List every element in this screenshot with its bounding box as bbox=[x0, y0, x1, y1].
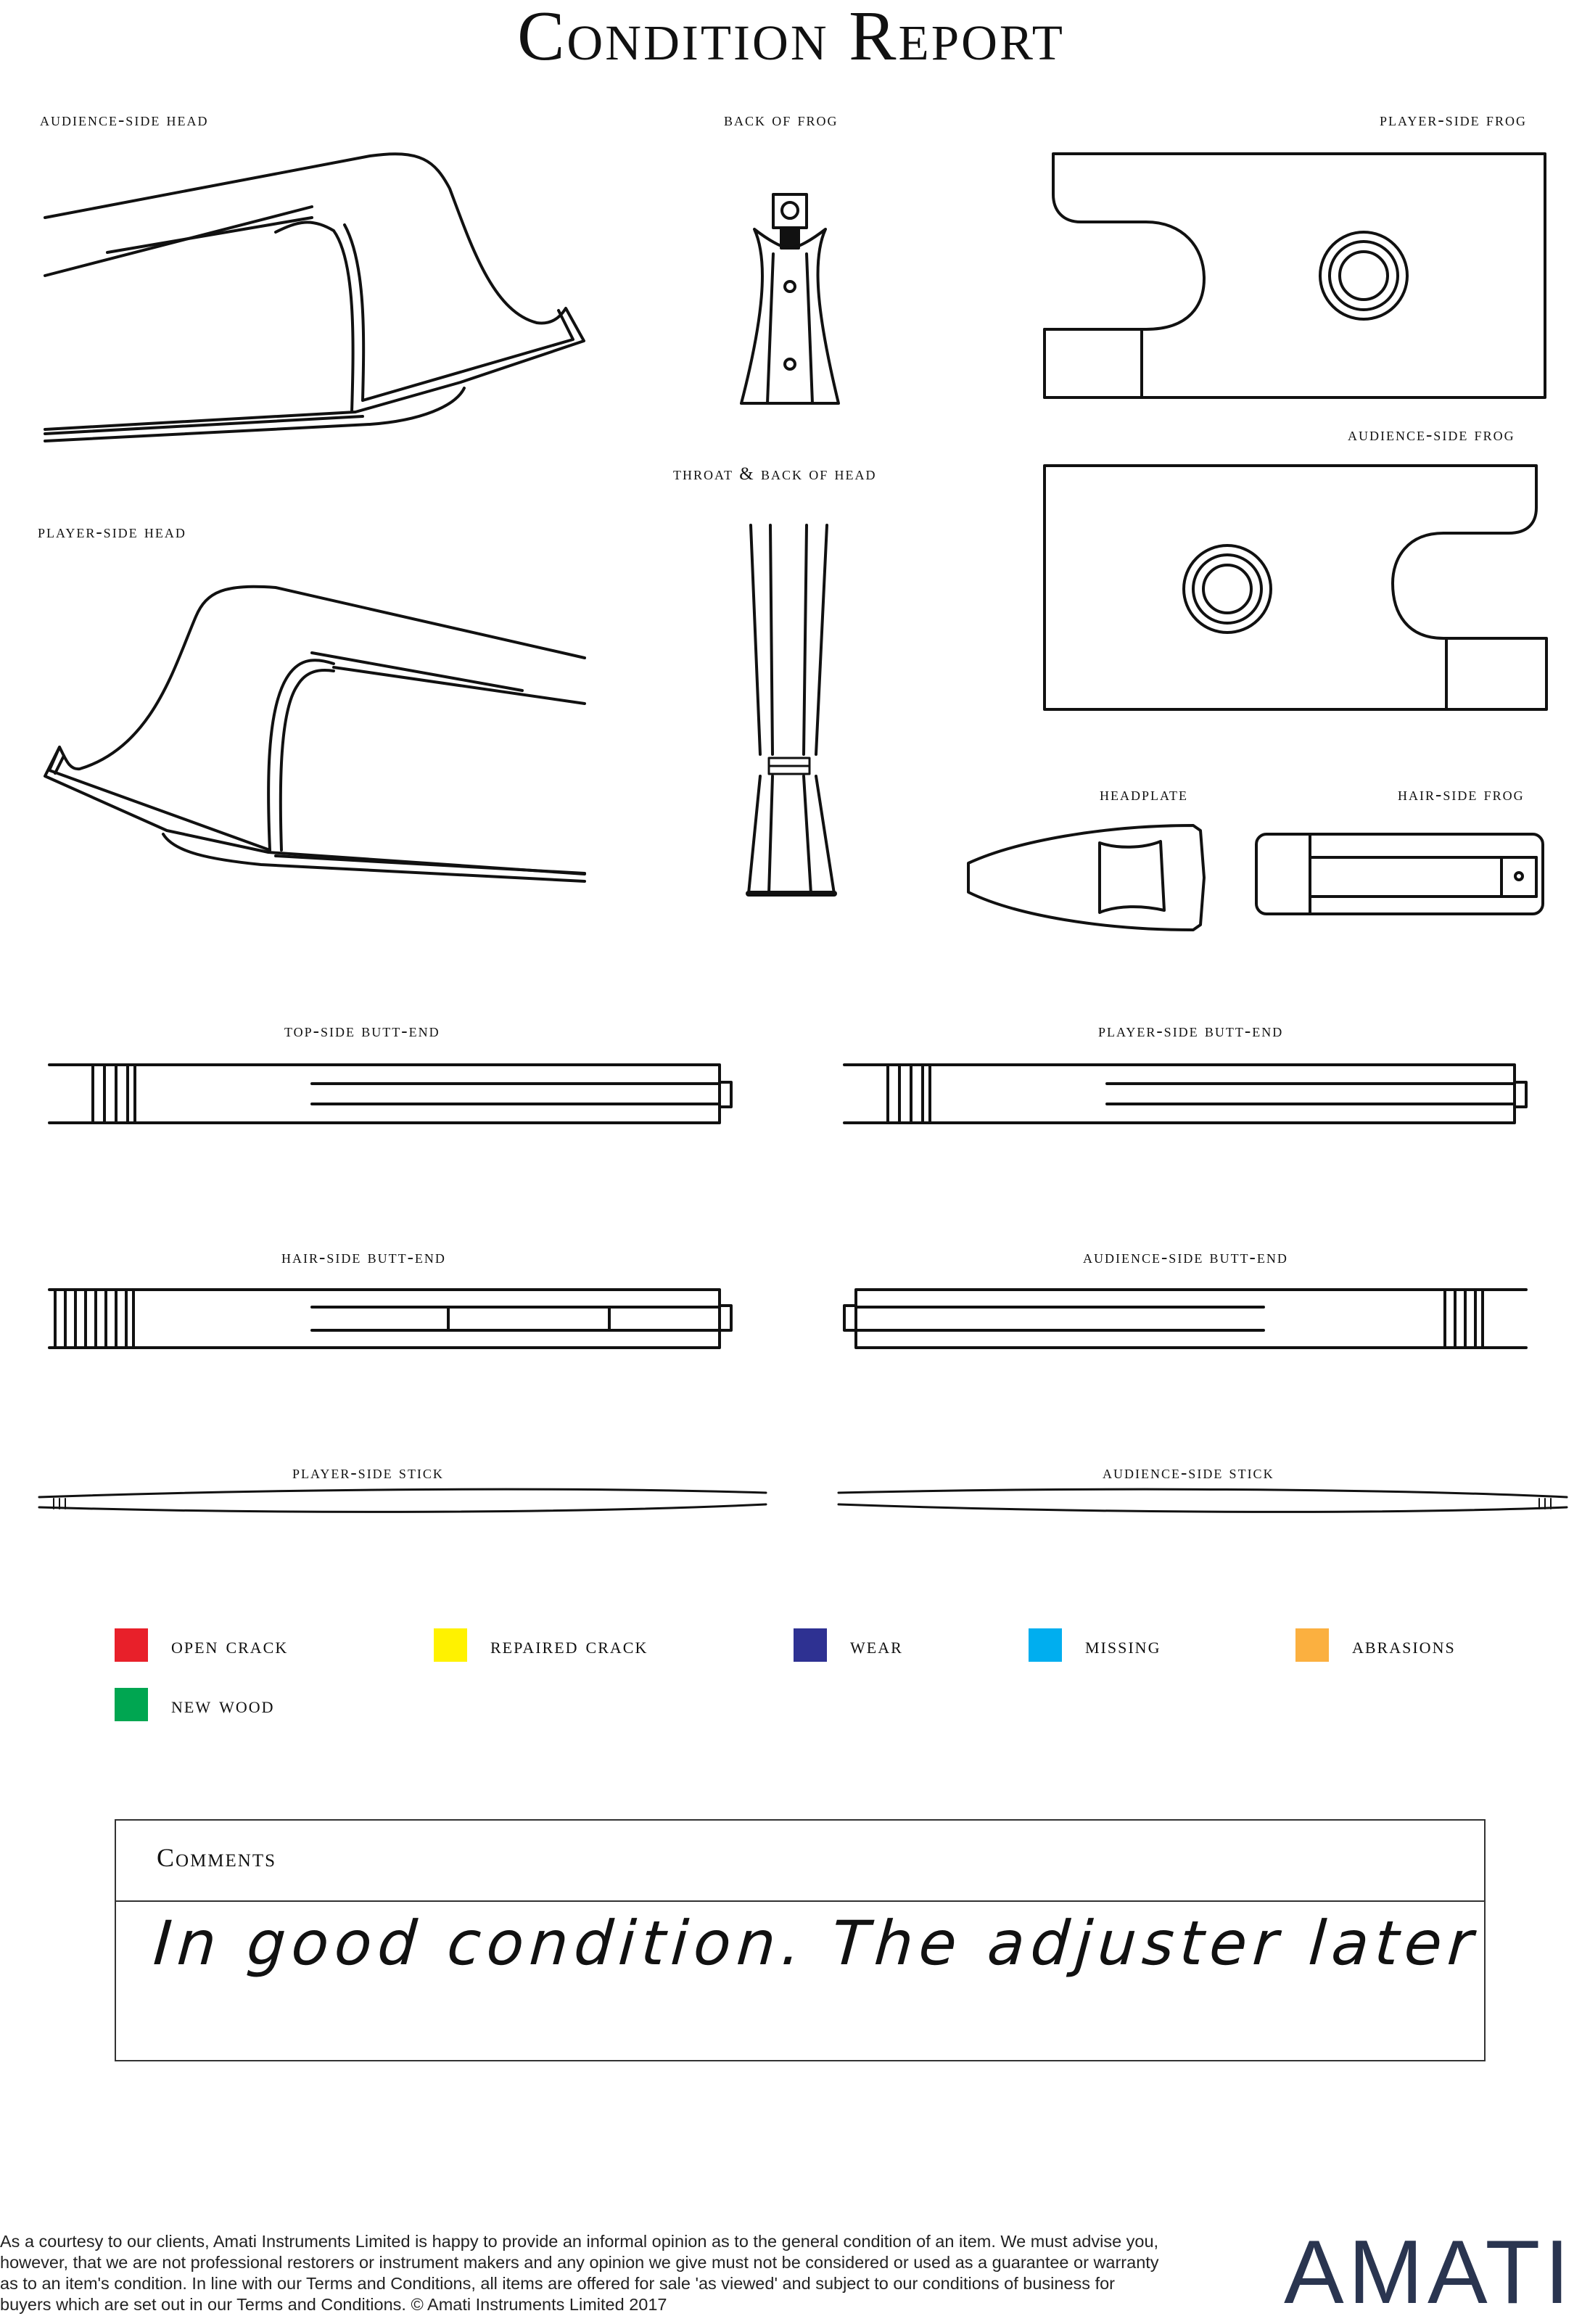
legend-label: missing bbox=[1085, 1631, 1161, 1658]
comments-heading: Comments bbox=[157, 1843, 277, 1872]
label-player-side-stick: player-side stick bbox=[292, 1463, 444, 1483]
label-player-side-butt-end: player-side butt-end bbox=[1098, 1021, 1284, 1041]
label-audience-side-stick: audience-side stick bbox=[1103, 1463, 1274, 1483]
amati-logo: AMATI bbox=[1284, 2222, 1574, 2323]
label-hair-side-frog: hair-side frog bbox=[1398, 785, 1525, 804]
page-title: Condition Report bbox=[517, 0, 1065, 75]
legend-label: repaired crack bbox=[490, 1631, 648, 1658]
label-top-side-butt-end: top-side butt-end bbox=[284, 1021, 440, 1041]
label-back-of-frog: back of frog bbox=[724, 110, 839, 130]
label-audience-side-frog: audience-side frog bbox=[1348, 425, 1515, 445]
legend-label: open crack bbox=[171, 1631, 289, 1658]
legend-open-crack bbox=[115, 1628, 288, 1662]
label-audience-side-butt-end: audience-side butt-end bbox=[1083, 1248, 1288, 1267]
legend-wear bbox=[794, 1628, 903, 1662]
label-throat-back-of-head: throat & back of head bbox=[673, 464, 877, 484]
label-player-side-frog: player-side frog bbox=[1380, 110, 1527, 130]
legend-missing bbox=[1029, 1628, 1161, 1662]
swatch-repaired-crack bbox=[434, 1628, 467, 1662]
comments-header bbox=[116, 1821, 1484, 1902]
disclaimer-text: As a courtesy to our clients, Amati Instruments Limited is happy to provide an informal opinion as to the general condition of an item. We must advise you, however, that we are not professional restorers or instrument makers and any opinion we give must not be considered or used as a guarantee or warranty as to an item's condition. In line with our Terms and Conditions, all items are offered for sale 'as viewed' and subject to our conditions of business for buyers which are set out in our Terms and Conditions. © Amati Instruments Limited 2017 bbox=[0, 2232, 1159, 2314]
comments-box bbox=[115, 1819, 1486, 2061]
swatch-new-wood bbox=[115, 1688, 148, 1721]
legend-label: wear bbox=[850, 1631, 903, 1658]
legend-label: new wood bbox=[171, 1691, 275, 1718]
legend-repaired-crack bbox=[434, 1628, 648, 1662]
swatch-wear bbox=[794, 1628, 827, 1662]
label-headplate: headplate bbox=[1100, 785, 1188, 804]
legend-new-wood bbox=[115, 1687, 275, 1722]
label-audience-side-head: audience-side head bbox=[40, 110, 209, 130]
swatch-missing bbox=[1029, 1628, 1062, 1662]
label-player-side-head: player-side head bbox=[38, 522, 186, 542]
comments-handwritten-text: In good condition. The adjuster later bbox=[151, 1908, 1481, 1979]
swatch-open-crack bbox=[115, 1628, 148, 1662]
legend-abrasions bbox=[1295, 1628, 1456, 1662]
label-hair-side-butt-end: hair-side butt-end bbox=[281, 1248, 446, 1267]
legend-label: abrasions bbox=[1352, 1631, 1456, 1658]
swatch-abrasions bbox=[1295, 1628, 1329, 1662]
